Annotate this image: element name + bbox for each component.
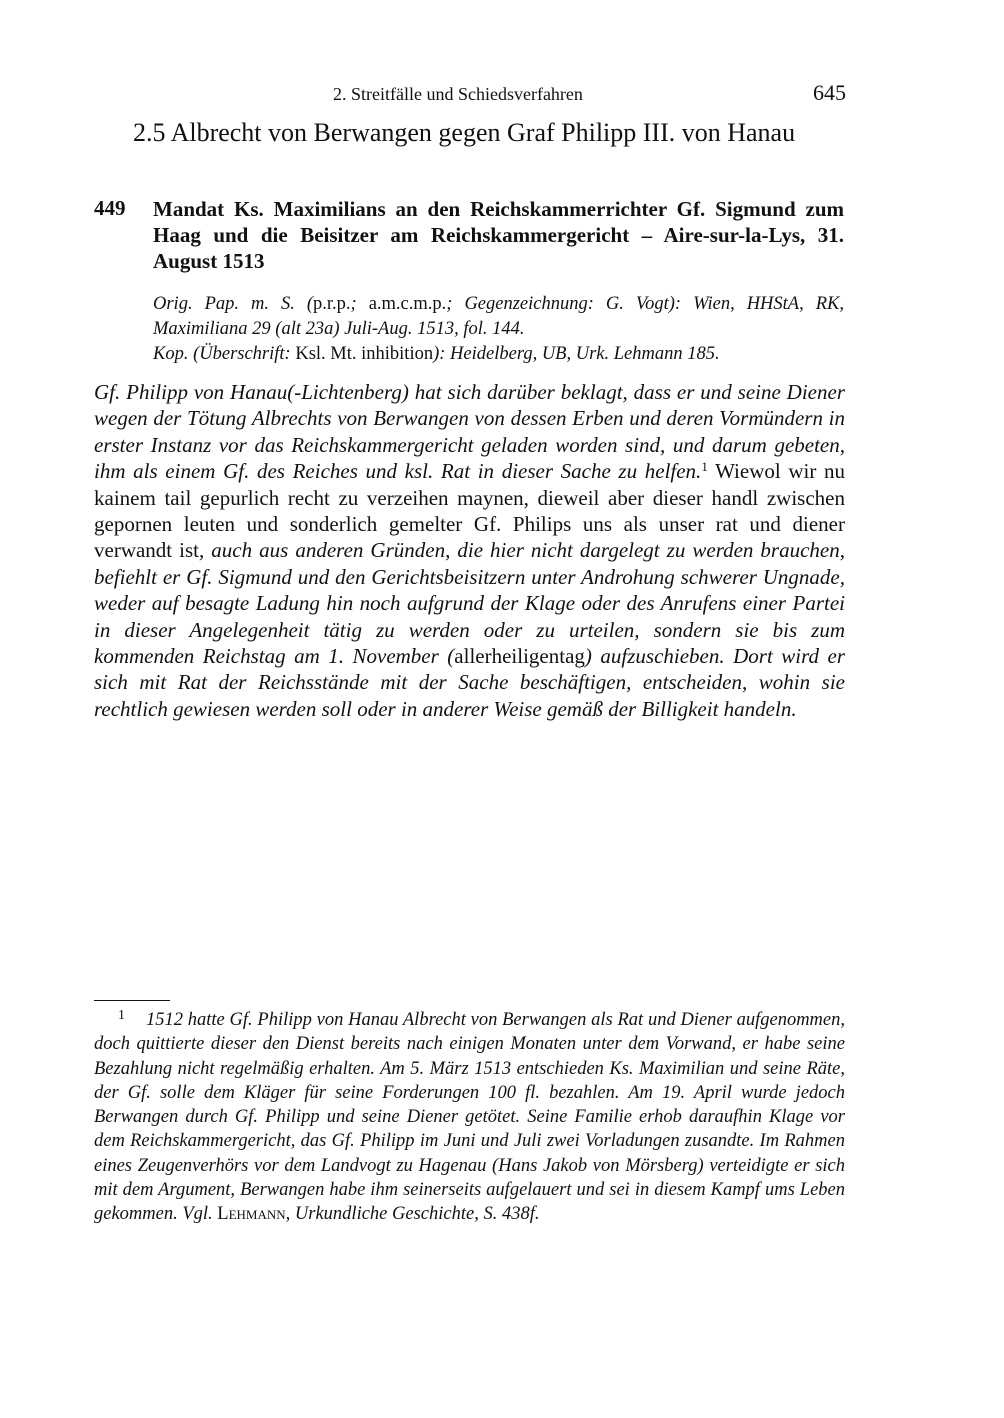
regest-text: , auch aus anderen Gründen, die hier nicht dargelegt zu werden brauchen, befiehlt er Gf. Sigmund und den Gerichtsbeisitzern unter Androhung schwerer Ungnade, weder auf besagte Ladung hin noch aufgrund der Klage oder des Anrufens einer Partei in dieser Angelegenheit tätig zu werden oder zu urteilen, sondern sie bis zum kommenden Reichstag am 1. November ( <box>94 538 845 669</box>
footnote-author: Lehmann <box>217 1204 286 1225</box>
page-number: 645 <box>813 80 846 105</box>
source-text: Ksl. Mt. inhibition <box>295 344 434 364</box>
source-text: p.r.p. <box>313 294 351 314</box>
footnote-reference: 1 <box>701 459 708 475</box>
regest-quote: Wiewol wir nu kainem tail gepurlich recht zu verzeihen maynen, dieweil aber dieser handl zwischen gepornen leuten und sonderlich gemelter Gf. Philips uns als unser rat und diener verwandt ist <box>94 459 845 563</box>
document-title: Mandat Ks. Maximilians an den Reichskammerrichter Gf. Sigmund zum Haag und die Beisitzer am Reichskammergericht – Aire-sur-la-Lys, 31. August 1513 <box>153 197 844 273</box>
running-title: 2. Streitfälle und Schiedsverfahren <box>333 84 583 104</box>
footnote-text: 1512 hatte Gf. Philipp von Hanau Albrecht von Berwangen als Rat und Diener aufgenommen, doch quittierte dieser den Dienst bereits nach einigen Monaten unter dem Vorwand, er habe seine Bezahlung nicht regelmäßig erhalten. Am 5. März 1513 entschieden Ks. Maximilian und seine Räte, der Gf. solle dem Kläger für seine Forderungen 100 fl. bezahlen. Am 19. April wurde jedoch Berwangen durch Gf. Philipp und seine Diener getötet. Seine Familie erhob daraufhin Klage vor dem Reichskammergericht, das Gf. Philipp im Juni und Juli zwei Vorladungen zusandte. Im Rahmen eines Zeugenverhörs vor dem Landvogt zu Hagenau (Hans Jakob von Mörsberg) verteidigte er sich mit dem Argument, Berwangen habe ihm seinerseits aufgelauert und sei in diesem Kampf ums Leben gekommen. Vgl. <box>94 1010 845 1225</box>
footnote-divider <box>94 1000 170 1001</box>
source-original <box>153 292 844 342</box>
document-entry <box>94 196 844 274</box>
running-head <box>0 80 1004 110</box>
regest-quote: allerheiligentag <box>454 644 585 669</box>
regest-text: Gf. Philipp von Hanau(-Lichtenberg) hat sich darüber beklagt, dass er und seine Diener wegen der Tötung Albrechts von Berwangen von dessen Erben und deren Vormündern in erster Instanz vor das Reichskammergericht geladen worden sind, und darum gebeten, ihm als einem Gf. des Reiches und ksl. Rat in dieser Sache zu helfen. <box>94 380 845 484</box>
source-text: ; Gegenzeichnung: G. Vogt): Wien, HHStA, RK, Maximiliana 29 (alt 23a) Juli-Aug. 1513, fol. 144. <box>153 294 844 339</box>
source-copy <box>153 342 844 367</box>
source-text: ; <box>350 294 369 314</box>
source-list <box>153 292 844 367</box>
source-text: Kop. (Überschrift: <box>153 344 296 364</box>
source-text: Orig. Pap. m. S. ( <box>153 294 314 314</box>
footnote-text: , Urkundliche Geschichte, S. 438f. <box>285 1204 540 1225</box>
source-text: a.m.c.m.p. <box>368 294 447 314</box>
footnote: 1 1512 hatte Gf. Philipp von Hanau Albrecht von Berwangen als Rat und Diener aufgenommen, doch quittierte dieser den Dienst bereits nach einigen Monaten unter dem Vorwand, er habe seine Bezahlung nicht regelmäßig erhalten. Am 5. März 1513 entschieden Ks. Maximilian und seine Räte, der Gf. solle dem Kläger für seine Forderungen 100 fl. bezahlen. Am 19. April wurde jedoch Berwangen durch Gf. Philipp und seine Diener getötet. Seine Familie erhob daraufhin Klage vor dem Reichskammergericht, das Gf. Philipp im Juni und Juli zwei Vorladungen zusandte. Im Rahmen eines Zeugenverhörs vor dem Landvogt zu Hagenau (Hans Jakob von Mörsberg) verteidigte er sich mit dem Argument, Berwangen habe ihm seinerseits aufgelauert und sei in diesem Kampf ums Leben gekommen. Vgl. Lehmann, Urkundliche Geschichte, S. 438f. <box>94 1008 845 1225</box>
document-number: 449 <box>94 196 126 220</box>
regest-paragraph <box>94 379 845 722</box>
section-heading: 2.5 Albrecht von Berwangen gegen Graf Philipp III. von Hanau <box>133 118 796 147</box>
regest-text: ) aufzuschieben. Dort wird er sich mit Rat der Reichsstände mit der Sache beschäftigen, entscheiden, wohin sie rechtlich gewiesen werden soll oder in anderer Weise gemäß der Billigkeit handeln. <box>94 644 845 721</box>
source-text: ): Heidelberg, UB, Urk. Lehmann 185. <box>433 344 720 364</box>
